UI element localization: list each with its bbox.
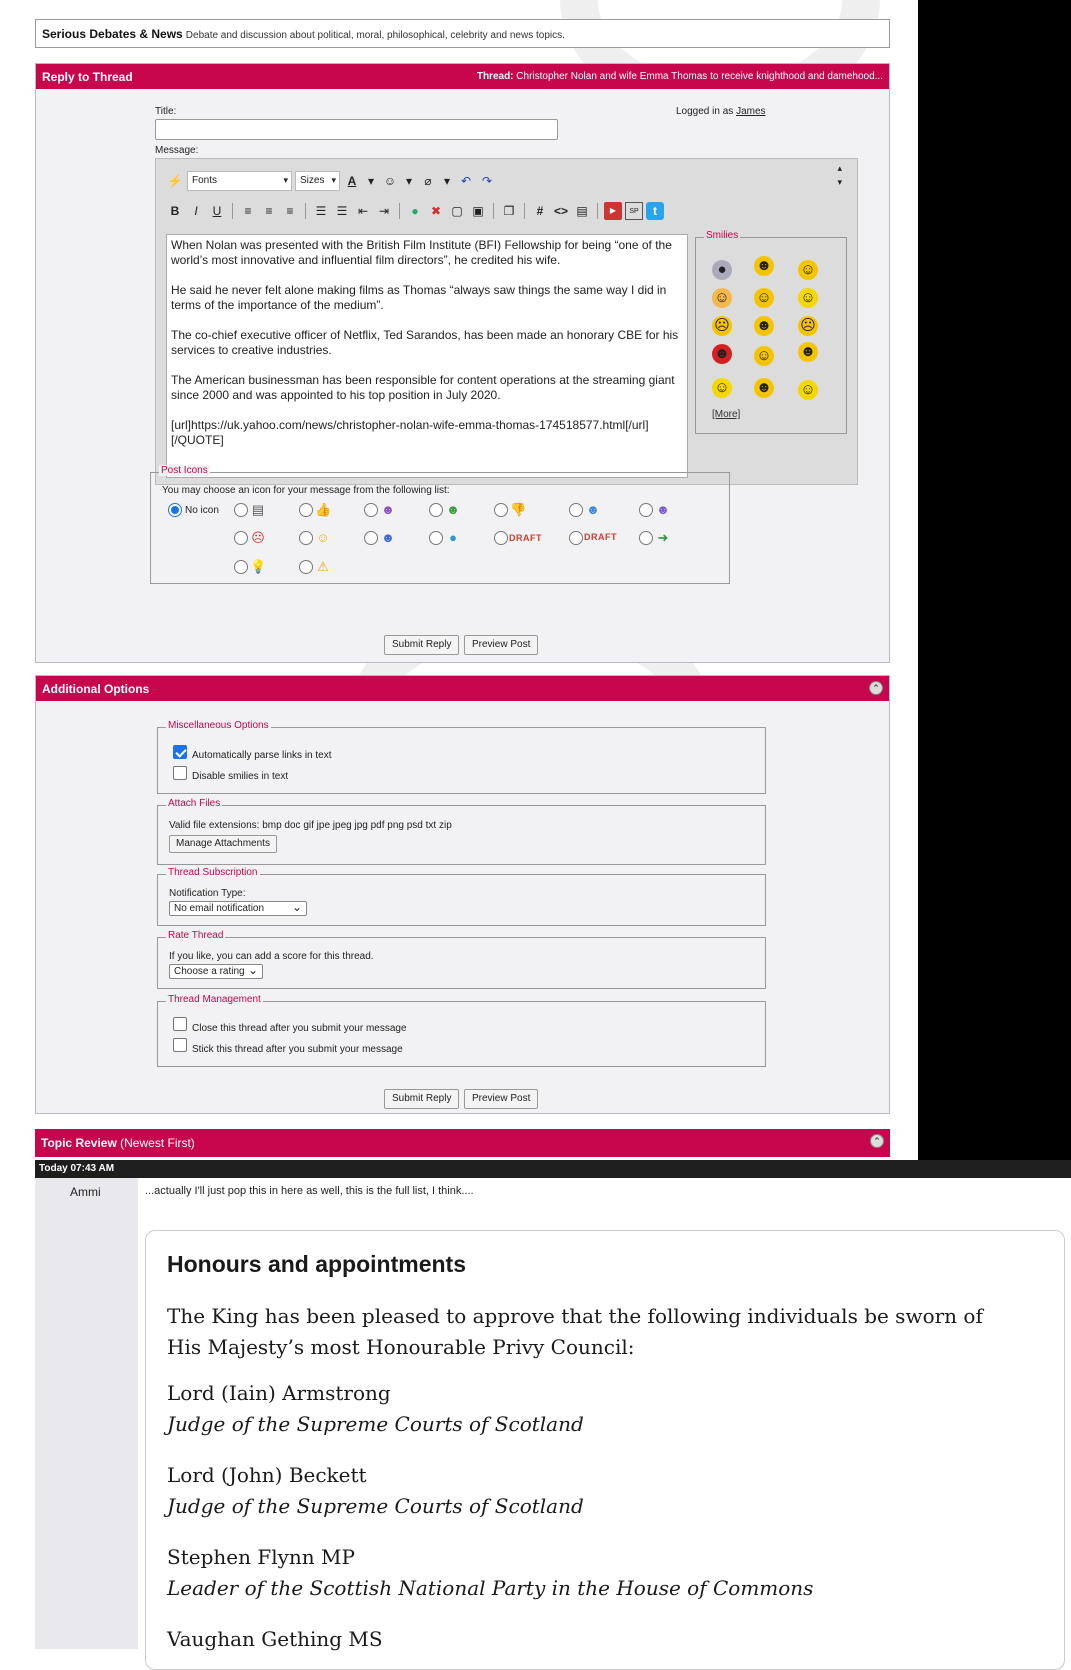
post-icon-draft: DRAFT — [509, 533, 542, 543]
smilies-box — [695, 230, 847, 434]
valid-extensions: Valid file extensions: bmp doc gif jpe jpeg jpg pdf png psd txt zip — [169, 820, 452, 831]
quote-icon[interactable]: ❐ — [503, 204, 515, 218]
preview-post-button[interactable]: Preview Post — [464, 1089, 538, 1109]
post-text: ...actually I'll just pop this in here as well, this is the full list, I think.... — [145, 1185, 474, 1197]
thread-title[interactable]: Christopher Nolan and wife Emma Thomas to receive knighthood and damehood... — [516, 71, 883, 82]
logged-in-prefix: Logged in as — [676, 106, 734, 117]
smilie-icon[interactable]: ☺ — [754, 346, 774, 366]
smilie-icon[interactable]: ☺ — [798, 380, 818, 400]
post-username[interactable]: Ammi — [70, 1185, 101, 1199]
smilie-icon[interactable]: ☺ — [798, 260, 818, 280]
resize-down-icon[interactable]: ▾ — [837, 177, 842, 187]
thread-management-fieldset — [157, 994, 766, 1067]
honour-name: Lord (Iain) Armstrong — [167, 1381, 391, 1405]
post-icon-radio[interactable] — [299, 560, 313, 574]
resize-up-icon[interactable]: ▴ — [837, 163, 842, 173]
post-icon-lightbulb: 💡 — [250, 559, 267, 574]
parse-links-label: Automatically parse links in text — [192, 750, 332, 761]
toolbar-divider — [305, 203, 306, 219]
forum-header — [35, 19, 890, 48]
toolbar-row-2 — [166, 199, 664, 223]
indent-icon[interactable]: ⇥ — [378, 204, 390, 218]
message-label: Message: — [155, 145, 199, 156]
rating-select[interactable]: Choose a rating ⌄ — [169, 964, 263, 979]
post-icon-tongue-purple: ☻ — [656, 502, 670, 517]
align-left-icon[interactable]: ≡ — [244, 204, 252, 218]
attach-files-fieldset — [157, 798, 766, 865]
options-panel-title: Additional Options — [42, 682, 150, 696]
honours-card — [145, 1230, 1065, 1670]
disable-smilies-checkbox[interactable] — [173, 766, 187, 780]
preview-post-button[interactable]: Preview Post — [464, 635, 538, 655]
align-center-icon[interactable]: ≡ — [265, 204, 273, 218]
honour-name: Vaughan Gething MS — [167, 1627, 383, 1651]
youtube-icon[interactable]: ▶ — [604, 202, 622, 220]
post-icons-fieldset — [150, 465, 730, 584]
logged-in-info — [676, 106, 766, 117]
post-icon-smile-yellow: ☺ — [316, 530, 330, 545]
title-input[interactable] — [155, 119, 558, 140]
chevron-down-icon[interactable]: ▾ — [367, 174, 375, 188]
collapse-icon[interactable]: ⌃ — [870, 1134, 884, 1148]
misc-options-fieldset — [157, 720, 766, 794]
remove-format-icon[interactable]: ⚡ — [167, 174, 183, 188]
post-icon-angry-red: ☹ — [251, 530, 265, 545]
redo-icon[interactable]: ↷ — [481, 174, 493, 188]
post-icon-radio[interactable] — [299, 531, 313, 545]
bold-icon[interactable]: B — [170, 204, 180, 218]
chevron-down-icon[interactable]: ▾ — [405, 174, 413, 188]
post-icon-radio[interactable] — [429, 531, 443, 545]
honour-name: Lord (John) Beckett — [167, 1463, 367, 1487]
post-icon-warning: ⚠ — [317, 559, 329, 574]
post-icon-radio[interactable] — [494, 503, 508, 517]
post-icon-radio[interactable] — [569, 531, 583, 545]
smilie-icon[interactable]: ☻ — [712, 344, 732, 364]
smilie-icon[interactable]: ● — [712, 260, 732, 280]
topic-review-header — [35, 1129, 890, 1157]
background-black-strip — [918, 0, 1071, 1160]
smilie-icon[interactable]: ☺ — [712, 288, 732, 308]
post-icon-radio[interactable] — [299, 503, 313, 517]
insert-image-icon[interactable]: ▣ — [472, 204, 484, 218]
honour-role: Leader of the Scottish National Party in the House of Commons — [167, 1576, 814, 1600]
message-paragraph: He said he never felt alone making films as Thomas “always saw things the same way I did in terms of the importance of the medium”. — [171, 283, 670, 312]
disable-smilies-label: Disable smilies in text — [192, 771, 289, 782]
notification-type-label: Notification Type: — [169, 888, 246, 899]
smilie-icon[interactable]: ☺ — [754, 288, 774, 308]
toolbar-divider — [597, 203, 598, 219]
parse-links-checkbox[interactable] — [173, 745, 187, 759]
toolbar-divider — [399, 203, 400, 219]
toolbar-divider — [232, 203, 233, 219]
smilies-legend: Smilies — [706, 230, 739, 241]
honour-role: Judge of the Supreme Courts of Scotland — [167, 1412, 584, 1436]
post-icon-arrow-green: ➜ — [657, 530, 669, 545]
smilie-icon[interactable]: ☹ — [712, 316, 732, 336]
thread-subscription-legend: Thread Subscription — [168, 867, 258, 878]
post-icon-draft: DRAFT — [584, 532, 617, 542]
more-smilies-link[interactable]: [More] — [712, 409, 741, 420]
reply-panel — [35, 63, 890, 663]
smilie-icon[interactable]: ☻ — [798, 342, 818, 362]
notification-type-select[interactable]: No email notification ⌄ — [169, 901, 307, 916]
rate-thread-legend: Rate Thread — [168, 930, 224, 941]
topic-review-title: Topic Review — [41, 1136, 117, 1150]
insert-link-icon[interactable]: ● — [411, 204, 419, 218]
post-icon-radio-none[interactable] — [168, 503, 182, 517]
smilie-icon[interactable]: ☹ — [798, 316, 818, 336]
code-hash-icon[interactable]: # — [536, 204, 544, 218]
rate-thread-hint: If you like, you can add a score for this thread. — [169, 951, 374, 962]
post-icon-radio[interactable] — [364, 503, 378, 517]
post-icon-radio[interactable] — [234, 560, 248, 574]
toolbar-divider — [524, 203, 525, 219]
thread-label: Thread: — [476, 71, 514, 82]
message-paragraph: The co-chief executive officer of Netflix, Ted Sarandos, has been made an honorary CBE for his services to creative industries. — [171, 328, 682, 357]
stick-thread-label: Stick this thread after you submit your message — [192, 1044, 403, 1055]
stick-thread-checkbox[interactable] — [173, 1038, 187, 1052]
honour-role: Judge of the Supreme Courts of Scotland — [167, 1494, 584, 1518]
email-link-icon[interactable]: ▢ — [451, 204, 463, 218]
message-paragraph: [url]https://uk.yahoo.com/news/christopher-nolan-wife-emma-thomas-174518577.html[/url][/QUOTE] — [171, 418, 649, 447]
thread-management-legend: Thread Management — [168, 994, 261, 1005]
remove-link-icon[interactable]: ✖ — [430, 204, 442, 218]
post-icon-radio[interactable] — [234, 503, 248, 517]
close-thread-checkbox[interactable] — [173, 1017, 187, 1031]
reply-panel-header — [36, 64, 889, 89]
post-icon-radio[interactable] — [639, 503, 653, 517]
post-icon-question-blue: ● — [449, 530, 457, 545]
smilie-icon[interactable]: ☺ — [383, 174, 397, 188]
thread-subscription-fieldset — [157, 867, 766, 926]
post-user-column — [35, 1178, 138, 1649]
post-icons-legend: Post Icons — [161, 465, 208, 476]
no-icon-label: No icon — [185, 505, 219, 516]
ordered-list-icon[interactable]: ☰ — [315, 204, 327, 218]
smilie-icon[interactable]: ☻ — [754, 378, 774, 398]
post-icon-radio[interactable] — [429, 503, 443, 517]
thread-info — [477, 71, 883, 82]
topic-review-subtitle: (Newest First) — [120, 1136, 195, 1150]
php-code-icon[interactable]: ▤ — [576, 204, 588, 218]
attach-files-legend: Attach Files — [168, 798, 221, 809]
post-icon-radio[interactable] — [569, 503, 583, 517]
underline-icon[interactable]: U — [212, 204, 222, 218]
chevron-down-icon[interactable]: ▾ — [443, 174, 451, 188]
message-textarea[interactable] — [166, 234, 688, 478]
fonts-select[interactable]: Fonts ▾ — [187, 171, 292, 191]
post-icon-radio[interactable] — [364, 531, 378, 545]
post-icon-wink-blue: ☻ — [586, 502, 600, 517]
post-icon-thumbs-down: 👎 — [510, 502, 527, 517]
honours-intro: The King has been pleased to approve that the following individuals be sworn of His Majesty’s most Honourable Privy Council: — [167, 1304, 983, 1359]
post-icon-thumbs-up: 👍 — [315, 502, 332, 517]
title-label: Title: — [155, 106, 177, 117]
post-icon-grin-green: ☻ — [446, 502, 460, 517]
smilie-icon[interactable]: ☻ — [754, 316, 774, 336]
post-icon-document: ▤ — [251, 502, 265, 517]
italic-icon[interactable]: I — [194, 204, 198, 218]
post-date: Today 07:43 AM — [35, 1160, 1071, 1178]
close-thread-label: Close this thread after you submit your message — [192, 1023, 407, 1034]
submit-reply-button[interactable]: Submit Reply — [384, 635, 459, 655]
forum-name[interactable]: Serious Debates & News — [42, 27, 183, 41]
outdent-icon[interactable]: ⇤ — [357, 204, 369, 218]
align-right-icon[interactable]: ≡ — [286, 204, 294, 218]
forum-description: Debate and discussion about political, moral, philosophical, celebrity and news topics. — [185, 30, 565, 41]
post-icon-radio[interactable] — [234, 531, 248, 545]
post-icon-radio[interactable] — [639, 531, 653, 545]
sizes-select[interactable]: Sizes ▾ — [295, 171, 340, 191]
post-icons-hint: You may choose an icon for your message from the following list: — [162, 485, 450, 496]
undo-icon[interactable]: ↶ — [460, 174, 472, 188]
smilie-icon[interactable]: ☻ — [754, 256, 774, 276]
options-panel-header — [36, 676, 889, 701]
username-link[interactable]: James — [736, 106, 766, 117]
post-icon-smile-purple: ☻ — [381, 502, 395, 517]
message-paragraph: When Nolan was presented with the British Film Institute (BFI) Fellowship for being “one of the world’s most innovative and influential film directors”, he credited his wife. — [171, 238, 676, 267]
submit-reply-button[interactable]: Submit Reply — [384, 1089, 459, 1109]
smilie-icon[interactable]: ☺ — [712, 378, 732, 398]
post-icon-radio[interactable] — [494, 531, 508, 545]
unordered-list-icon[interactable]: ☰ — [336, 204, 348, 218]
toolbar-divider — [493, 203, 494, 219]
collapse-icon[interactable]: ⌃ — [869, 681, 883, 695]
toolbar-row-1 — [166, 169, 496, 193]
misc-options-legend: Miscellaneous Options — [168, 720, 269, 731]
message-paragraph: The American businessman has been responsible for content operations at the streaming giant since 2000 and was appointed to his top position in July 2020. — [171, 373, 678, 402]
reply-panel-title: Reply to Thread — [42, 70, 133, 84]
html-code-icon[interactable]: <> — [553, 204, 568, 218]
attachment-icon[interactable]: ⌀ — [424, 174, 432, 188]
spoiler-icon[interactable]: SP — [625, 202, 643, 220]
text-color-icon[interactable]: A — [347, 174, 357, 188]
smilie-icon[interactable]: ☺ — [798, 288, 818, 308]
honour-name: Stephen Flynn MP — [167, 1545, 355, 1569]
honours-title: Honours and appointments — [167, 1251, 466, 1277]
rate-thread-fieldset — [157, 930, 766, 989]
post-icon-cool-blue: ☻ — [381, 530, 395, 545]
twitter-icon[interactable]: t — [646, 202, 664, 220]
manage-attachments-button[interactable]: Manage Attachments — [169, 835, 277, 853]
additional-options-panel — [35, 675, 890, 1114]
message-editor — [155, 158, 858, 485]
